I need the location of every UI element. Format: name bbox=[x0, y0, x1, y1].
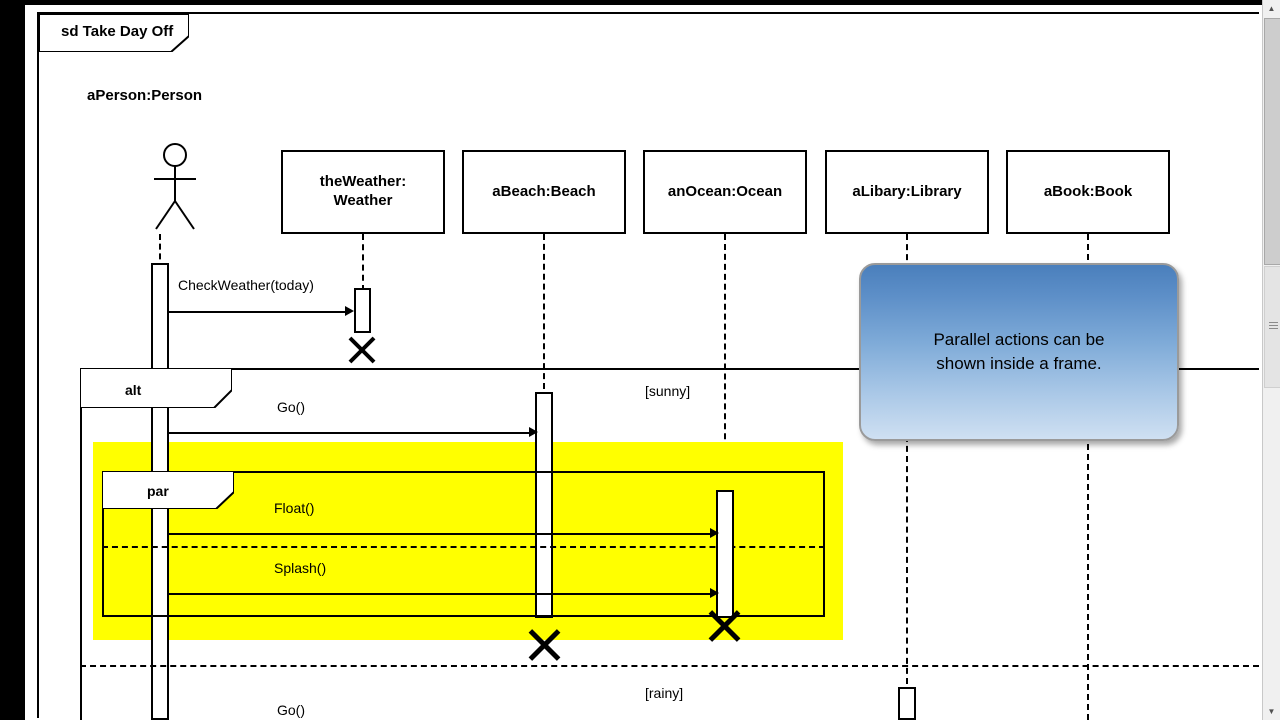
frame-name-label: sd Take Day Off bbox=[61, 23, 174, 40]
message-line-go-beach bbox=[169, 432, 531, 434]
guard-label-sunny: [sunny] bbox=[645, 383, 691, 399]
message-label-float: Float() bbox=[274, 500, 315, 516]
callout-note[interactable] bbox=[859, 263, 1179, 441]
message-line-float bbox=[169, 533, 712, 535]
lifeline-head-library[interactable]: aLibary:Library bbox=[825, 150, 989, 234]
lifeline-head-beach[interactable]: aBeach:Beach bbox=[462, 150, 626, 234]
guard-label-rainy: [rainy] bbox=[645, 685, 684, 701]
activation-beach bbox=[535, 392, 553, 618]
activation-library bbox=[898, 687, 916, 720]
vertical-scrollbar[interactable] bbox=[1262, 0, 1280, 720]
message-label-checkweather: CheckWeather(today) bbox=[178, 277, 314, 293]
message-arrowhead-go-beach bbox=[529, 427, 538, 437]
stick-figure-actor-icon bbox=[140, 143, 210, 235]
destroy-marker-beach bbox=[524, 625, 564, 665]
callout-note-line2: shown inside a frame. bbox=[936, 354, 1102, 373]
message-arrowhead-checkweather bbox=[345, 306, 354, 316]
alt-fragment-left-border bbox=[80, 368, 82, 720]
vertical-scroll-thumb-secondary[interactable] bbox=[1264, 266, 1280, 388]
alt-fragment-separator bbox=[80, 665, 1259, 667]
left-letterbox-band bbox=[0, 0, 25, 720]
message-line-checkweather bbox=[169, 311, 346, 313]
destroy-marker-weather bbox=[345, 333, 379, 367]
message-label-go-beach: Go() bbox=[277, 399, 305, 415]
activation-ocean bbox=[716, 490, 734, 618]
message-arrowhead-float bbox=[710, 528, 719, 538]
scroll-down-arrow-icon[interactable]: ▼ bbox=[1263, 703, 1280, 720]
message-label-go-library: Go() bbox=[277, 702, 305, 718]
alt-operator-label: alt bbox=[125, 382, 142, 398]
scroll-thumb-grip-icon bbox=[1269, 322, 1278, 332]
activation-weather bbox=[354, 288, 371, 333]
message-line-splash bbox=[169, 593, 712, 595]
lifeline-beach bbox=[543, 234, 545, 389]
vertical-scroll-thumb[interactable] bbox=[1264, 18, 1280, 265]
scroll-up-arrow-icon[interactable]: ▲ bbox=[1263, 0, 1280, 17]
lifeline-head-book[interactable]: aBook:Book bbox=[1006, 150, 1170, 234]
frame-name-tag bbox=[39, 14, 189, 52]
actor-label: aPerson:Person bbox=[87, 87, 203, 104]
callout-note-line1: Parallel actions can be bbox=[933, 330, 1105, 350]
alt-operator-tag bbox=[80, 368, 232, 408]
lifeline-head-weather-line2: Weather bbox=[333, 192, 393, 209]
lifeline-head-ocean[interactable]: anOcean:Ocean bbox=[643, 150, 807, 234]
lifeline-head-weather[interactable] bbox=[281, 150, 445, 234]
sequence-diagram-canvas bbox=[25, 5, 1263, 720]
par-fragment-right-border bbox=[823, 471, 825, 617]
lifeline-weather bbox=[362, 234, 364, 291]
par-operator-label: par bbox=[147, 483, 169, 499]
message-arrowhead-splash bbox=[710, 588, 719, 598]
lifeline-head-weather-line1: theWeather: bbox=[319, 173, 407, 191]
destroy-marker-ocean bbox=[704, 606, 744, 646]
message-label-splash: Splash() bbox=[274, 560, 327, 576]
